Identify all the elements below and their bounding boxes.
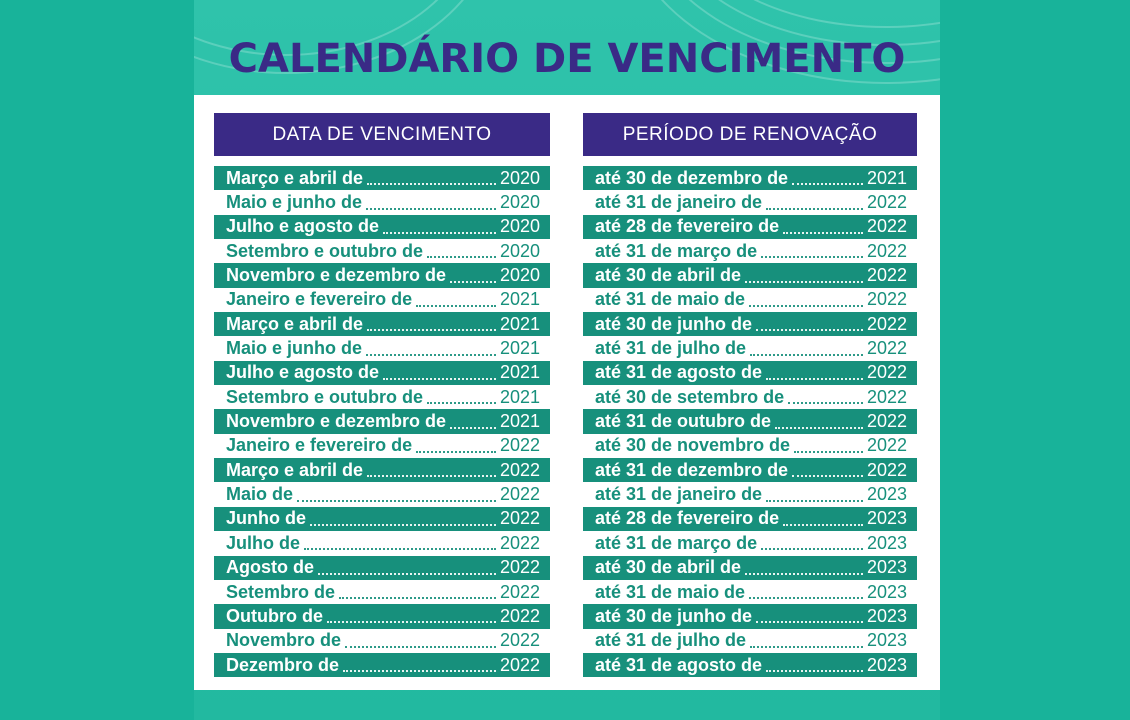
renewal-row-label: até 31 de outubro de [595,411,772,432]
due-date-row-label: Janeiro e fevereiro de [226,435,413,456]
due-date-row-year: 2020 [499,216,540,237]
due-date-row-label: Setembro de [226,581,336,602]
due-date-row [214,166,550,190]
renewal-row-year: 2022 [866,192,907,213]
due-date-row [214,507,550,531]
due-date-row-label: Julho e agosto de [226,216,380,237]
dot-leader [366,338,496,356]
renewal-row-year: 2023 [866,532,907,553]
due-date-list [214,166,550,677]
due-date-row [214,336,550,360]
dot-leader [427,386,496,404]
dot-leader [756,313,863,331]
renewal-row [583,556,917,580]
due-date-row-label: Setembro e outubro de [226,386,424,407]
renewal-row-year: 2021 [866,167,907,188]
due-date-row [214,312,550,336]
dot-leader [297,484,496,502]
due-date-row-year: 2022 [499,557,540,578]
due-date-row-label: Outubro de [226,605,323,626]
renewal-row [583,190,917,214]
due-date-row [214,263,550,287]
dot-leader [416,289,496,307]
renewal-row [583,507,917,531]
due-date-row [214,361,550,385]
renewal-row [583,629,917,653]
renewal-row-label: até 31 de agosto de [595,362,763,383]
renewal-row-label: até 28 de fevereiro de [595,508,780,529]
renewal-row-label: até 30 de novembro de [595,435,791,456]
due-date-row-year: 2022 [499,459,540,480]
due-date-row-label: Novembro de [226,630,342,651]
renewal-row-year: 2022 [866,265,907,286]
dot-leader [327,605,496,623]
due-date-row [214,604,550,628]
due-date-row [214,288,550,312]
renewal-row [583,409,917,433]
due-date-row-year: 2020 [499,265,540,286]
renewal-row-label: até 30 de dezembro de [595,167,789,188]
due-date-row [214,239,550,263]
due-date-row-label: Maio e junho de [226,338,363,359]
renewal-row-year: 2022 [866,435,907,456]
renewal-row-label: até 28 de fevereiro de [595,216,780,237]
dot-leader [766,362,863,380]
renewal-row [583,653,917,677]
renewal-row-year: 2022 [866,240,907,261]
due-date-row-label: Novembro e dezembro de [226,265,447,286]
due-date-row-year: 2022 [499,435,540,456]
renewal-row-year: 2022 [866,411,907,432]
due-date-row [214,482,550,506]
renewal-period-header: PERÍODO DE RENOVAÇÃO [583,113,917,156]
dot-leader [745,557,863,575]
dot-leader [750,630,863,648]
due-date-row [214,531,550,555]
renewal-row-year: 2022 [866,216,907,237]
renewal-row-year: 2022 [866,362,907,383]
renewal-row-label: até 30 de junho de [595,313,753,334]
due-date-column [214,113,550,677]
dot-leader [788,386,863,404]
renewal-row-label: até 31 de dezembro de [595,459,789,480]
renewal-row [583,434,917,458]
due-date-row-year: 2021 [499,313,540,334]
dot-leader [383,362,496,380]
dot-leader [749,581,863,599]
renewal-row-label: até 31 de março de [595,240,758,261]
due-date-row-year: 2022 [499,630,540,651]
dot-leader [766,192,863,210]
renewal-row-year: 2022 [866,313,907,334]
dot-leader [367,459,496,477]
dot-leader [310,508,496,526]
dot-leader [339,581,496,599]
dot-leader [367,313,496,331]
dot-leader [749,289,863,307]
due-date-row-label: Janeiro e fevereiro de [226,289,413,310]
renewal-row-year: 2023 [866,581,907,602]
renewal-row-year: 2022 [866,338,907,359]
due-date-row [214,629,550,653]
dot-leader [775,411,863,429]
due-date-row-label: Março e abril de [226,313,364,334]
due-date-row-year: 2022 [499,605,540,626]
calendar-card [194,95,940,690]
dot-leader [766,484,863,502]
renewal-row [583,458,917,482]
due-date-row-label: Julho de [226,532,301,553]
renewal-row-label: até 31 de janeiro de [595,484,763,505]
renewal-row [583,166,917,190]
dot-leader [792,459,863,477]
due-date-row [214,556,550,580]
renewal-row [583,385,917,409]
due-date-row [214,458,550,482]
dot-leader [750,338,863,356]
dot-leader [761,532,863,550]
due-date-row-label: Novembro e dezembro de [226,411,447,432]
dot-leader [304,532,496,550]
due-date-row-label: Maio de [226,484,294,505]
renewal-row-year: 2023 [866,630,907,651]
dot-leader [383,216,496,234]
renewal-row-label: até 30 de abril de [595,557,742,578]
renewal-row-year: 2023 [866,654,907,675]
dot-leader [783,508,863,526]
due-date-row-year: 2020 [499,192,540,213]
renewal-row-year: 2022 [866,289,907,310]
due-date-header: DATA DE VENCIMENTO [214,113,550,156]
dot-leader [427,240,496,258]
renewal-row-year: 2023 [866,605,907,626]
due-date-row [214,434,550,458]
due-date-row-year: 2021 [499,386,540,407]
dot-leader [318,557,496,575]
due-date-row-year: 2020 [499,240,540,261]
due-date-row [214,190,550,214]
renewal-row [583,604,917,628]
renewal-row-label: até 31 de maio de [595,289,746,310]
dot-leader [366,192,496,210]
due-date-row-label: Dezembro de [226,654,340,675]
due-date-row-label: Março e abril de [226,459,364,480]
due-date-row-label: Setembro e outubro de [226,240,424,261]
due-date-row-year: 2020 [499,167,540,188]
due-date-row-year: 2021 [499,289,540,310]
renewal-period-list [583,166,917,677]
dot-leader [450,265,496,283]
due-date-row-label: Junho de [226,508,306,529]
renewal-row [583,361,917,385]
dot-leader [416,435,496,453]
due-date-row-label: Maio e junho de [226,192,363,213]
due-date-row-year: 2022 [499,508,540,529]
renewal-row [583,482,917,506]
due-date-row [214,653,550,677]
renewal-period-column [583,113,917,677]
due-date-row-label: Julho e agosto de [226,362,380,383]
due-date-row-label: Março e abril de [226,167,364,188]
dot-leader [345,630,496,648]
due-date-row-year: 2022 [499,654,540,675]
renewal-row-label: até 31 de julho de [595,338,747,359]
renewal-row-year: 2023 [866,508,907,529]
dot-leader [761,240,863,258]
due-date-row-year: 2022 [499,532,540,553]
renewal-row [583,239,917,263]
renewal-row [583,312,917,336]
renewal-row-label: até 30 de setembro de [595,386,785,407]
due-date-row [214,580,550,604]
page-title: CALENDÁRIO DE VENCIMENTO [228,36,906,82]
dot-leader [794,435,863,453]
renewal-row-label: até 30 de abril de [595,265,742,286]
renewal-row-year: 2023 [866,484,907,505]
dot-leader [450,411,496,429]
renewal-row-label: até 31 de janeiro de [595,192,763,213]
renewal-row [583,288,917,312]
renewal-row-year: 2022 [866,459,907,480]
dot-leader [783,216,863,234]
due-date-row [214,409,550,433]
dot-leader [745,265,863,283]
renewal-row-label: até 31 de julho de [595,630,747,651]
renewal-row-year: 2023 [866,557,907,578]
dot-leader [792,167,863,185]
dot-leader [367,167,496,185]
renewal-row [583,215,917,239]
due-date-row-year: 2021 [499,362,540,383]
renewal-row-year: 2022 [866,386,907,407]
renewal-row [583,531,917,555]
due-date-row-year: 2022 [499,484,540,505]
dot-leader [766,654,863,672]
due-date-row-year: 2021 [499,411,540,432]
renewal-row [583,580,917,604]
dot-leader [756,605,863,623]
due-date-row [214,385,550,409]
renewal-row-label: até 31 de agosto de [595,654,763,675]
renewal-row [583,336,917,360]
renewal-row-label: até 30 de junho de [595,605,753,626]
renewal-row-label: até 31 de março de [595,532,758,553]
renewal-row [583,263,917,287]
dot-leader [343,654,496,672]
due-date-row-year: 2021 [499,338,540,359]
renewal-row-label: até 31 de maio de [595,581,746,602]
due-date-row-year: 2022 [499,581,540,602]
due-date-row-label: Agosto de [226,557,314,578]
due-date-row [214,215,550,239]
